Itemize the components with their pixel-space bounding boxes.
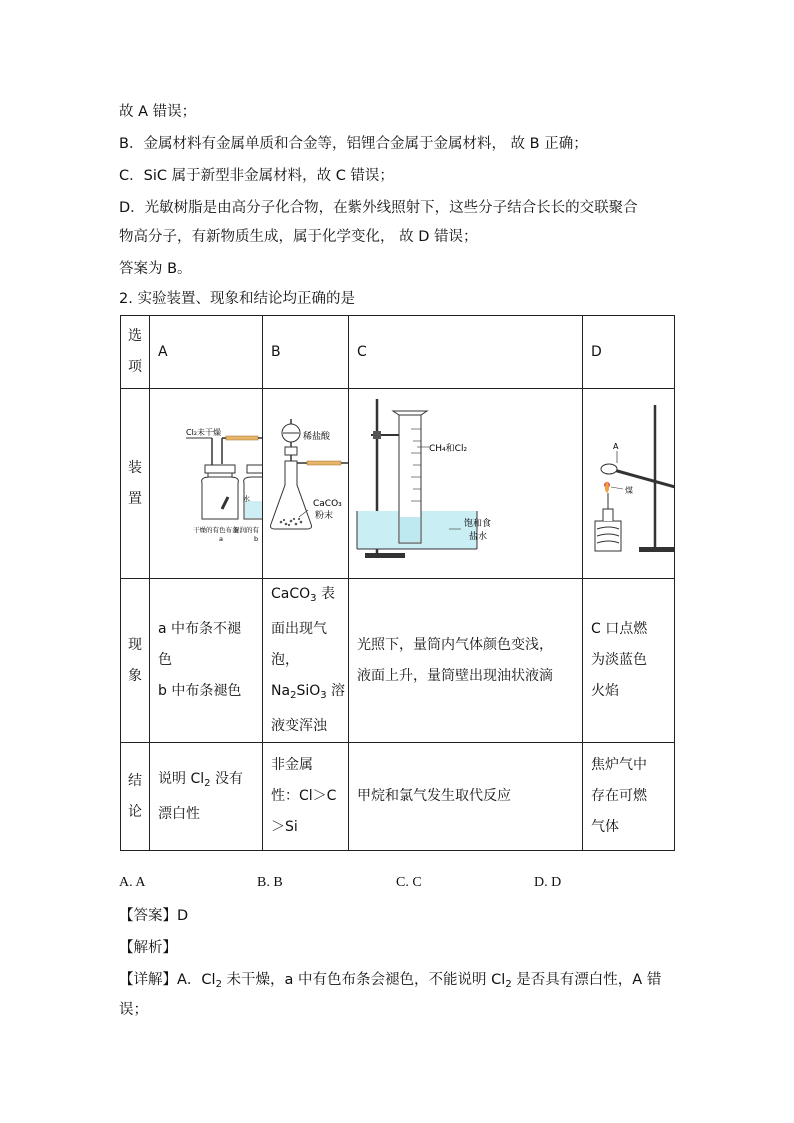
row-header-conclusion — [121, 743, 150, 851]
label-powder: 粉末 — [315, 511, 334, 521]
phenomenon-c — [349, 579, 583, 743]
phenomenon-text: 为淡蓝色 — [591, 652, 647, 668]
intro-line-6: 答案为 B。 — [119, 261, 192, 277]
table-row-apparatus — [121, 389, 675, 579]
col-header-c: C — [349, 316, 583, 389]
header-char: 置 — [128, 490, 142, 507]
conclusion-text: 非金属 — [271, 757, 313, 773]
detail-text: 未干燥，a 中有色布条会褪色，不能说明 Cl — [221, 972, 506, 988]
detail-text: 【详解】A．Cl — [119, 972, 216, 988]
answer-line — [119, 906, 188, 926]
label-dry-cloth: 干燥的有色布条 — [193, 526, 239, 534]
intro-line-2: B．金属材料有金属单质和合金等，铝锂合金属于金属材料， 故 B 正确； — [119, 136, 588, 152]
conclusion-text: 气体 — [591, 819, 619, 835]
subscript: 2 — [215, 979, 222, 990]
flask-diagram — [263, 389, 349, 566]
detail-line-1 — [119, 970, 661, 995]
header-char: 现 — [128, 636, 142, 653]
label-bottle-a: a — [219, 535, 223, 543]
conclusion-text-tail: 没有 — [210, 770, 243, 787]
phenomenon-text: b 中布条褪色 — [158, 683, 242, 699]
intro-line-3: C．SiC 属于新型非金属材料，故 C 错误； — [119, 168, 394, 184]
phenomenon-a — [150, 579, 263, 743]
formula-caco3: CaCO — [271, 586, 311, 602]
cylinder-diagram — [349, 389, 583, 566]
header-char: 项 — [128, 359, 142, 375]
conclusion-c — [349, 743, 583, 851]
table-row-conclusion — [121, 743, 675, 851]
phenomenon-d — [583, 579, 675, 743]
intro-line-1: 故 A 错误； — [119, 104, 197, 120]
phenomenon-text: 泡， — [271, 652, 299, 668]
phenomenon-b — [263, 579, 349, 743]
label-caco3: CaCO₃ — [313, 499, 342, 509]
row-header-apparatus — [121, 389, 150, 579]
phenomenon-text: 光照下，量筒内气体颜色变浅， — [357, 636, 553, 653]
detail-text: 是否具有漂白性，A 错 — [511, 972, 662, 988]
phenomenon-text-tail: 溶 — [326, 683, 346, 699]
apparatus-a — [150, 389, 263, 579]
conclusion-text: 甲烷和氯气发生取代反应 — [357, 788, 511, 804]
header-char: 论 — [128, 803, 142, 820]
phenomenon-text: 火焰 — [591, 683, 619, 699]
question-stem: 2. 实验装置、现象和结论均正确的是 — [119, 291, 355, 307]
label-bottle-b: b — [254, 535, 259, 543]
subscript: 2 — [290, 690, 297, 701]
intro-line-4: D．光敏树脂是由高分子化合物，在紫外线照射下，这些分子结合长长的交联聚合 — [119, 200, 638, 216]
intro-line-5: 物高分子，有新物质生成，属于化学变化， 故 D 错误； — [119, 229, 478, 245]
option-c[interactable]: C. C — [396, 875, 422, 890]
col-header-b: B — [263, 316, 349, 389]
col-header-d: D — [583, 316, 675, 389]
analysis-label: 【解析】 — [119, 940, 177, 956]
apparatus-b — [263, 389, 349, 579]
header-char: 选 — [128, 328, 142, 344]
phenomenon-text: 液变浑浊 — [271, 718, 327, 734]
phenomenon-text: 色 — [158, 652, 172, 668]
conclusion-text: 存在可燃 — [591, 788, 647, 804]
label-saturated-brine: 饱和食 — [464, 519, 492, 529]
conclusion-text: 焦炉气中 — [591, 757, 647, 773]
answer-value: D — [177, 908, 189, 924]
phenomenon-text: a 中布条不褪 — [158, 621, 242, 637]
option-a[interactable]: A. A — [119, 875, 146, 890]
detail-line-2: 误； — [119, 1002, 148, 1018]
conclusion-text-head: 说明 Cl — [158, 770, 205, 787]
conclusion-d — [583, 743, 675, 851]
table-row-options — [121, 316, 675, 389]
formula-na: Na — [271, 683, 291, 699]
col-header-a: A — [150, 316, 263, 389]
apparatus-c — [349, 389, 583, 579]
option-d[interactable]: D. D — [534, 875, 562, 890]
option-b[interactable]: B. B — [257, 875, 283, 890]
conclusion-text: 性：Cl＞C — [271, 788, 337, 804]
conclusion-text — [158, 764, 262, 799]
row-header-option — [121, 316, 150, 389]
subscript: 3 — [310, 593, 317, 604]
formula-sio: SiO — [296, 683, 321, 699]
table-row-phenomenon — [121, 579, 675, 743]
subscript: 2 — [204, 777, 211, 789]
coal-heating-diagram — [583, 389, 675, 566]
phenomenon-text: C 口点燃 — [591, 621, 648, 637]
subscript: 2 — [505, 979, 512, 990]
label-water: 水 — [243, 495, 250, 503]
apparatus-d — [583, 389, 675, 579]
subscript: 3 — [320, 690, 327, 701]
label-wet-cloth: 湿润的有 — [233, 526, 259, 534]
label-point-a: A — [613, 442, 619, 451]
label-cl2-undried: Cl₂未干燥 — [186, 428, 222, 437]
phenomenon-text: 面出现气 — [271, 621, 327, 637]
header-char: 装 — [128, 459, 142, 476]
phenomenon-text: 液面上升，量筒壁出现油状液滴 — [357, 667, 553, 684]
conclusion-a — [150, 743, 263, 851]
phenomenon-text — [271, 676, 348, 711]
label-coal: 煤 — [625, 486, 633, 495]
label-brine-water: 盐水 — [469, 532, 488, 542]
gas-bottles-diagram — [150, 389, 263, 566]
label-dilute-hcl: 稀盐酸 — [303, 432, 331, 442]
conclusion-b — [263, 743, 349, 851]
label-ch4-cl2: CH₄和Cl₂ — [429, 444, 468, 454]
answer-label: 【答案】 — [119, 908, 177, 924]
experiment-table — [120, 315, 675, 851]
phenomenon-text-tail: 表 — [316, 586, 335, 602]
header-char: 象 — [128, 667, 142, 684]
conclusion-text: 漂白性 — [158, 805, 200, 822]
phenomenon-text — [271, 579, 348, 614]
row-header-phenomenon — [121, 579, 150, 743]
conclusion-text: ＞Si — [271, 819, 298, 835]
header-char: 结 — [128, 772, 142, 789]
